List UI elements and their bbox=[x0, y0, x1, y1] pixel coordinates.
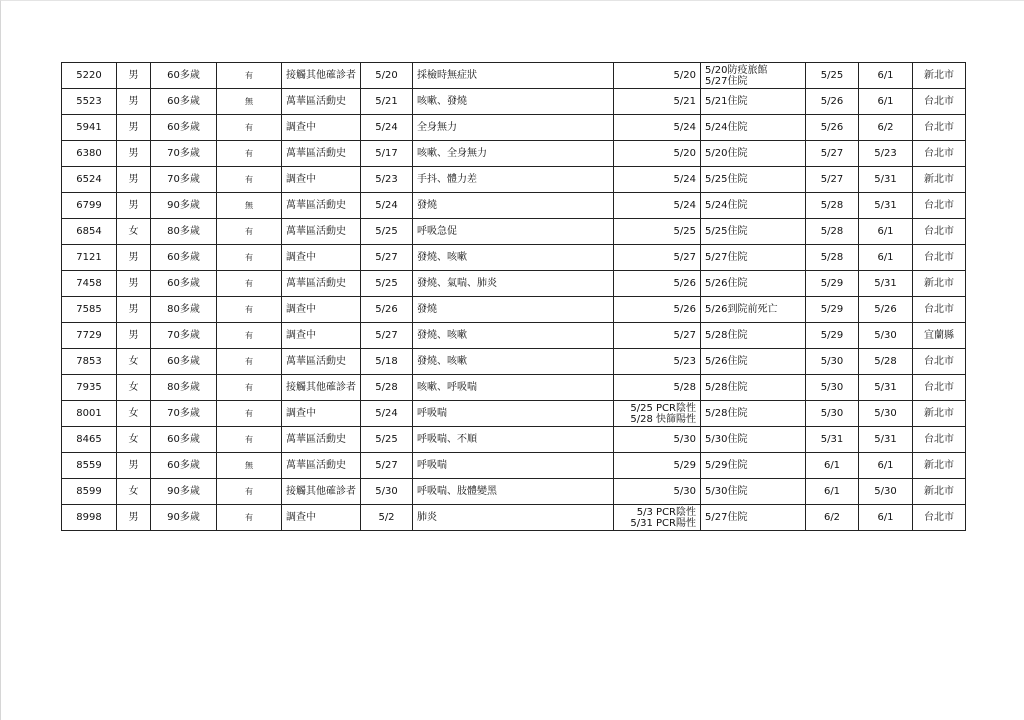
table-row bbox=[62, 349, 966, 375]
report-date-cell: 5/28 bbox=[806, 193, 859, 219]
sex-cell: 男 bbox=[117, 167, 151, 193]
symptoms-cell: 手抖、體力差 bbox=[413, 167, 614, 193]
symptoms-cell: 發燒、咳嗽 bbox=[413, 245, 614, 271]
infection-source-cell: 萬華區活動史 bbox=[282, 141, 361, 167]
diagnosis-cell bbox=[614, 349, 701, 375]
symptoms-cell: 採檢時無症狀 bbox=[413, 63, 614, 89]
table-row bbox=[62, 479, 966, 505]
report-date-cell: 5/29 bbox=[806, 297, 859, 323]
city-cell: 台北市 bbox=[913, 297, 966, 323]
case-table bbox=[61, 62, 966, 531]
symptoms-cell: 發燒、咳嗽 bbox=[413, 323, 614, 349]
table-row bbox=[62, 63, 966, 89]
diagnosis-cell-line: 5/30 bbox=[673, 434, 696, 445]
report-date-cell: 6/1 bbox=[806, 453, 859, 479]
symptoms-cell: 呼吸喘、肢體變黑 bbox=[413, 479, 614, 505]
death-date-cell: 5/31 bbox=[859, 271, 913, 297]
chronic-disease-cell: 無 bbox=[217, 193, 282, 219]
isolation-cell bbox=[701, 89, 806, 115]
onset-date-cell: 5/26 bbox=[361, 297, 413, 323]
diagnosis-cell bbox=[614, 115, 701, 141]
table-row bbox=[62, 401, 966, 427]
report-date-cell: 5/26 bbox=[806, 115, 859, 141]
sex-cell: 男 bbox=[117, 245, 151, 271]
chronic-disease-cell: 有 bbox=[217, 427, 282, 453]
isolation-cell-line: 5/26住院 bbox=[705, 356, 748, 367]
isolation-cell bbox=[701, 505, 806, 531]
chronic-disease-cell: 有 bbox=[217, 323, 282, 349]
city-cell: 台北市 bbox=[913, 141, 966, 167]
onset-date-cell: 5/25 bbox=[361, 427, 413, 453]
isolation-cell-line: 5/26到院前死亡 bbox=[705, 304, 778, 315]
report-date-cell: 6/2 bbox=[806, 505, 859, 531]
table-row bbox=[62, 167, 966, 193]
case-id-cell: 7853 bbox=[62, 349, 117, 375]
report-date-cell: 5/26 bbox=[806, 89, 859, 115]
onset-date-cell: 5/24 bbox=[361, 115, 413, 141]
sex-cell: 男 bbox=[117, 505, 151, 531]
chronic-disease-cell: 有 bbox=[217, 349, 282, 375]
onset-date-cell: 5/24 bbox=[361, 193, 413, 219]
table-row bbox=[62, 245, 966, 271]
age-cell: 90多歲 bbox=[151, 193, 217, 219]
age-cell: 60多歲 bbox=[151, 427, 217, 453]
table-row bbox=[62, 219, 966, 245]
symptoms-cell: 發燒、氣喘、肺炎 bbox=[413, 271, 614, 297]
diagnosis-cell bbox=[614, 89, 701, 115]
isolation-cell bbox=[701, 401, 806, 427]
diagnosis-cell bbox=[614, 63, 701, 89]
death-date-cell: 5/31 bbox=[859, 167, 913, 193]
city-cell: 台北市 bbox=[913, 219, 966, 245]
diagnosis-cell-line: 5/20 bbox=[673, 70, 696, 81]
diagnosis-cell bbox=[614, 323, 701, 349]
age-cell: 60多歲 bbox=[151, 89, 217, 115]
age-cell: 60多歲 bbox=[151, 271, 217, 297]
age-cell: 60多歲 bbox=[151, 63, 217, 89]
case-id-cell: 6854 bbox=[62, 219, 117, 245]
chronic-disease-cell: 無 bbox=[217, 453, 282, 479]
report-date-cell: 5/27 bbox=[806, 167, 859, 193]
case-id-cell: 7458 bbox=[62, 271, 117, 297]
city-cell: 台北市 bbox=[913, 349, 966, 375]
city-cell: 新北市 bbox=[913, 63, 966, 89]
infection-source-cell: 萬華區活動史 bbox=[282, 453, 361, 479]
report-date-cell: 5/27 bbox=[806, 141, 859, 167]
chronic-disease-cell: 有 bbox=[217, 115, 282, 141]
infection-source-cell: 調查中 bbox=[282, 323, 361, 349]
death-date-cell: 6/1 bbox=[859, 89, 913, 115]
case-id-cell: 8465 bbox=[62, 427, 117, 453]
diagnosis-cell bbox=[614, 245, 701, 271]
infection-source-cell: 接觸其他確診者 bbox=[282, 479, 361, 505]
onset-date-cell: 5/23 bbox=[361, 167, 413, 193]
diagnosis-cell-line: 5/28 bbox=[673, 382, 696, 393]
table-row bbox=[62, 427, 966, 453]
chronic-disease-cell: 有 bbox=[217, 167, 282, 193]
age-cell: 90多歲 bbox=[151, 479, 217, 505]
age-cell: 90多歲 bbox=[151, 505, 217, 531]
table-row bbox=[62, 323, 966, 349]
infection-source-cell: 調查中 bbox=[282, 505, 361, 531]
onset-date-cell: 5/27 bbox=[361, 323, 413, 349]
diagnosis-cell-line: 5/26 bbox=[673, 304, 696, 315]
onset-date-cell: 5/21 bbox=[361, 89, 413, 115]
diagnosis-cell bbox=[614, 427, 701, 453]
diagnosis-cell-line: 5/24 bbox=[673, 122, 696, 133]
diagnosis-cell bbox=[614, 479, 701, 505]
death-date-cell: 6/1 bbox=[859, 245, 913, 271]
age-cell: 80多歲 bbox=[151, 219, 217, 245]
death-date-cell: 5/30 bbox=[859, 323, 913, 349]
infection-source-cell: 接觸其他確診者 bbox=[282, 63, 361, 89]
diagnosis-cell bbox=[614, 375, 701, 401]
isolation-cell-line: 5/28住院 bbox=[705, 330, 748, 341]
chronic-disease-cell: 有 bbox=[217, 245, 282, 271]
isolation-cell bbox=[701, 453, 806, 479]
sex-cell: 男 bbox=[117, 89, 151, 115]
sex-cell: 男 bbox=[117, 453, 151, 479]
infection-source-cell: 調查中 bbox=[282, 401, 361, 427]
death-date-cell: 6/1 bbox=[859, 453, 913, 479]
case-id-cell: 7585 bbox=[62, 297, 117, 323]
case-id-cell: 7729 bbox=[62, 323, 117, 349]
onset-date-cell: 5/25 bbox=[361, 271, 413, 297]
sex-cell: 男 bbox=[117, 115, 151, 141]
isolation-cell-line: 5/20住院 bbox=[705, 148, 748, 159]
symptoms-cell: 肺炎 bbox=[413, 505, 614, 531]
onset-date-cell: 5/18 bbox=[361, 349, 413, 375]
isolation-cell-line: 5/28住院 bbox=[705, 382, 748, 393]
death-date-cell: 5/30 bbox=[859, 479, 913, 505]
chronic-disease-cell: 有 bbox=[217, 63, 282, 89]
age-cell: 70多歲 bbox=[151, 167, 217, 193]
diagnosis-cell bbox=[614, 167, 701, 193]
chronic-disease-cell: 有 bbox=[217, 505, 282, 531]
sex-cell: 女 bbox=[117, 427, 151, 453]
case-id-cell: 6799 bbox=[62, 193, 117, 219]
diagnosis-cell-line: 5/27 bbox=[673, 330, 696, 341]
isolation-cell bbox=[701, 349, 806, 375]
isolation-cell-line: 5/27住院 bbox=[705, 252, 748, 263]
isolation-cell-line: 5/27住院 bbox=[705, 512, 748, 523]
symptoms-cell: 呼吸喘、不順 bbox=[413, 427, 614, 453]
infection-source-cell: 調查中 bbox=[282, 115, 361, 141]
symptoms-cell: 咳嗽、發燒 bbox=[413, 89, 614, 115]
report-date-cell: 5/29 bbox=[806, 271, 859, 297]
age-cell: 80多歲 bbox=[151, 297, 217, 323]
report-date-cell: 5/31 bbox=[806, 427, 859, 453]
onset-date-cell: 5/27 bbox=[361, 245, 413, 271]
sex-cell: 男 bbox=[117, 271, 151, 297]
isolation-cell-line: 5/21住院 bbox=[705, 96, 748, 107]
isolation-cell bbox=[701, 297, 806, 323]
report-date-cell: 6/1 bbox=[806, 479, 859, 505]
case-id-cell: 5523 bbox=[62, 89, 117, 115]
onset-date-cell: 5/27 bbox=[361, 453, 413, 479]
case-table-body bbox=[62, 63, 966, 531]
infection-source-cell: 萬華區活動史 bbox=[282, 349, 361, 375]
death-date-cell: 5/23 bbox=[859, 141, 913, 167]
symptoms-cell: 咳嗽、全身無力 bbox=[413, 141, 614, 167]
age-cell: 60多歲 bbox=[151, 453, 217, 479]
infection-source-cell: 調查中 bbox=[282, 297, 361, 323]
city-cell: 台北市 bbox=[913, 115, 966, 141]
diagnosis-cell-line: 5/30 bbox=[673, 486, 696, 497]
diagnosis-cell-line: 5/3 PCR陰性 bbox=[636, 506, 696, 518]
diagnosis-cell-line: 5/28 快篩陽性 bbox=[630, 413, 696, 425]
onset-date-cell: 5/17 bbox=[361, 141, 413, 167]
diagnosis-cell-line: 5/25 bbox=[673, 226, 696, 237]
city-cell: 台北市 bbox=[913, 375, 966, 401]
death-date-cell: 5/30 bbox=[859, 401, 913, 427]
onset-date-cell: 5/25 bbox=[361, 219, 413, 245]
case-id-cell: 8599 bbox=[62, 479, 117, 505]
city-cell: 台北市 bbox=[913, 427, 966, 453]
city-cell: 新北市 bbox=[913, 401, 966, 427]
infection-source-cell: 萬華區活動史 bbox=[282, 219, 361, 245]
onset-date-cell: 5/20 bbox=[361, 63, 413, 89]
diagnosis-cell-line: 5/24 bbox=[673, 200, 696, 211]
city-cell: 新北市 bbox=[913, 167, 966, 193]
case-id-cell: 5220 bbox=[62, 63, 117, 89]
report-date-cell: 5/28 bbox=[806, 245, 859, 271]
report-date-cell: 5/25 bbox=[806, 63, 859, 89]
table-row bbox=[62, 453, 966, 479]
case-id-cell: 6524 bbox=[62, 167, 117, 193]
isolation-cell-line: 5/27住院 bbox=[705, 75, 748, 87]
death-date-cell: 5/31 bbox=[859, 375, 913, 401]
isolation-cell bbox=[701, 245, 806, 271]
diagnosis-cell bbox=[614, 193, 701, 219]
sex-cell: 女 bbox=[117, 375, 151, 401]
report-date-cell: 5/29 bbox=[806, 323, 859, 349]
age-cell: 60多歲 bbox=[151, 245, 217, 271]
chronic-disease-cell: 有 bbox=[217, 401, 282, 427]
city-cell: 台北市 bbox=[913, 245, 966, 271]
sex-cell: 男 bbox=[117, 63, 151, 89]
death-date-cell: 5/26 bbox=[859, 297, 913, 323]
isolation-cell-line: 5/25住院 bbox=[705, 226, 748, 237]
sex-cell: 女 bbox=[117, 349, 151, 375]
chronic-disease-cell: 有 bbox=[217, 375, 282, 401]
diagnosis-cell-line: 5/25 PCR陰性 bbox=[630, 402, 696, 414]
age-cell: 60多歲 bbox=[151, 349, 217, 375]
death-date-cell: 5/31 bbox=[859, 427, 913, 453]
isolation-cell bbox=[701, 63, 806, 89]
diagnosis-cell bbox=[614, 453, 701, 479]
isolation-cell-line: 5/26住院 bbox=[705, 278, 748, 289]
case-id-cell: 7935 bbox=[62, 375, 117, 401]
age-cell: 80多歲 bbox=[151, 375, 217, 401]
sex-cell: 男 bbox=[117, 297, 151, 323]
diagnosis-cell-line: 5/23 bbox=[673, 356, 696, 367]
sex-cell: 男 bbox=[117, 193, 151, 219]
table-row bbox=[62, 505, 966, 531]
report-date-cell: 5/28 bbox=[806, 219, 859, 245]
city-cell: 台北市 bbox=[913, 89, 966, 115]
chronic-disease-cell: 有 bbox=[217, 479, 282, 505]
isolation-cell-line: 5/24住院 bbox=[705, 200, 748, 211]
isolation-cell bbox=[701, 375, 806, 401]
table-row bbox=[62, 141, 966, 167]
isolation-cell-line: 5/30住院 bbox=[705, 434, 748, 445]
infection-source-cell: 萬華區活動史 bbox=[282, 193, 361, 219]
death-date-cell: 6/1 bbox=[859, 219, 913, 245]
diagnosis-cell-line: 5/27 bbox=[673, 252, 696, 263]
case-id-cell: 7121 bbox=[62, 245, 117, 271]
case-id-cell: 5941 bbox=[62, 115, 117, 141]
table-row bbox=[62, 89, 966, 115]
table-row bbox=[62, 297, 966, 323]
table-row bbox=[62, 115, 966, 141]
isolation-cell-line: 5/25住院 bbox=[705, 174, 748, 185]
table-row bbox=[62, 193, 966, 219]
death-date-cell: 5/31 bbox=[859, 193, 913, 219]
diagnosis-cell-line: 5/26 bbox=[673, 278, 696, 289]
isolation-cell bbox=[701, 271, 806, 297]
age-cell: 70多歲 bbox=[151, 141, 217, 167]
chronic-disease-cell: 無 bbox=[217, 89, 282, 115]
diagnosis-cell bbox=[614, 505, 701, 531]
city-cell: 新北市 bbox=[913, 271, 966, 297]
isolation-cell-line: 5/30住院 bbox=[705, 486, 748, 497]
onset-date-cell: 5/28 bbox=[361, 375, 413, 401]
death-date-cell: 5/28 bbox=[859, 349, 913, 375]
report-date-cell: 5/30 bbox=[806, 349, 859, 375]
age-cell: 70多歲 bbox=[151, 323, 217, 349]
sex-cell: 男 bbox=[117, 323, 151, 349]
report-date-cell: 5/30 bbox=[806, 401, 859, 427]
table-row bbox=[62, 271, 966, 297]
infection-source-cell: 調查中 bbox=[282, 167, 361, 193]
isolation-cell-line: 5/29住院 bbox=[705, 460, 748, 471]
city-cell: 新北市 bbox=[913, 479, 966, 505]
symptoms-cell: 發燒、咳嗽 bbox=[413, 349, 614, 375]
chronic-disease-cell: 有 bbox=[217, 141, 282, 167]
infection-source-cell: 萬華區活動史 bbox=[282, 427, 361, 453]
case-id-cell: 8559 bbox=[62, 453, 117, 479]
isolation-cell bbox=[701, 219, 806, 245]
onset-date-cell: 5/2 bbox=[361, 505, 413, 531]
age-cell: 70多歲 bbox=[151, 401, 217, 427]
symptoms-cell: 發燒 bbox=[413, 193, 614, 219]
city-cell: 台北市 bbox=[913, 505, 966, 531]
diagnosis-cell bbox=[614, 401, 701, 427]
death-date-cell: 6/2 bbox=[859, 115, 913, 141]
isolation-cell bbox=[701, 193, 806, 219]
symptoms-cell: 呼吸喘 bbox=[413, 453, 614, 479]
isolation-cell-line: 5/28住院 bbox=[705, 408, 748, 419]
sex-cell: 男 bbox=[117, 141, 151, 167]
infection-source-cell: 接觸其他確診者 bbox=[282, 375, 361, 401]
diagnosis-cell bbox=[614, 219, 701, 245]
isolation-cell bbox=[701, 167, 806, 193]
report-date-cell: 5/30 bbox=[806, 375, 859, 401]
infection-source-cell: 萬華區活動史 bbox=[282, 271, 361, 297]
sex-cell: 女 bbox=[117, 219, 151, 245]
isolation-cell bbox=[701, 427, 806, 453]
city-cell: 台北市 bbox=[913, 193, 966, 219]
isolation-cell bbox=[701, 323, 806, 349]
death-date-cell: 6/1 bbox=[859, 505, 913, 531]
infection-source-cell: 萬華區活動史 bbox=[282, 89, 361, 115]
chronic-disease-cell: 有 bbox=[217, 219, 282, 245]
sex-cell: 女 bbox=[117, 479, 151, 505]
sex-cell: 女 bbox=[117, 401, 151, 427]
isolation-cell-line: 5/20防疫旅館 bbox=[705, 64, 768, 76]
case-id-cell: 6380 bbox=[62, 141, 117, 167]
diagnosis-cell-line: 5/21 bbox=[673, 96, 696, 107]
diagnosis-cell-line: 5/20 bbox=[673, 148, 696, 159]
symptoms-cell: 發燒 bbox=[413, 297, 614, 323]
diagnosis-cell-line: 5/24 bbox=[673, 174, 696, 185]
city-cell: 新北市 bbox=[913, 453, 966, 479]
isolation-cell bbox=[701, 479, 806, 505]
symptoms-cell: 全身無力 bbox=[413, 115, 614, 141]
table-row bbox=[62, 375, 966, 401]
onset-date-cell: 5/24 bbox=[361, 401, 413, 427]
isolation-cell bbox=[701, 141, 806, 167]
symptoms-cell: 呼吸急促 bbox=[413, 219, 614, 245]
diagnosis-cell bbox=[614, 297, 701, 323]
city-cell: 宜蘭縣 bbox=[913, 323, 966, 349]
diagnosis-cell bbox=[614, 141, 701, 167]
age-cell: 60多歲 bbox=[151, 115, 217, 141]
diagnosis-cell-line: 5/31 PCR陽性 bbox=[630, 517, 696, 529]
diagnosis-cell-line: 5/29 bbox=[673, 460, 696, 471]
case-id-cell: 8001 bbox=[62, 401, 117, 427]
infection-source-cell: 調查中 bbox=[282, 245, 361, 271]
symptoms-cell: 咳嗽、呼吸喘 bbox=[413, 375, 614, 401]
death-date-cell: 6/1 bbox=[859, 63, 913, 89]
isolation-cell-line: 5/24住院 bbox=[705, 122, 748, 133]
chronic-disease-cell: 有 bbox=[217, 271, 282, 297]
onset-date-cell: 5/30 bbox=[361, 479, 413, 505]
symptoms-cell: 呼吸喘 bbox=[413, 401, 614, 427]
case-id-cell: 8998 bbox=[62, 505, 117, 531]
isolation-cell bbox=[701, 115, 806, 141]
chronic-disease-cell: 有 bbox=[217, 297, 282, 323]
diagnosis-cell bbox=[614, 271, 701, 297]
